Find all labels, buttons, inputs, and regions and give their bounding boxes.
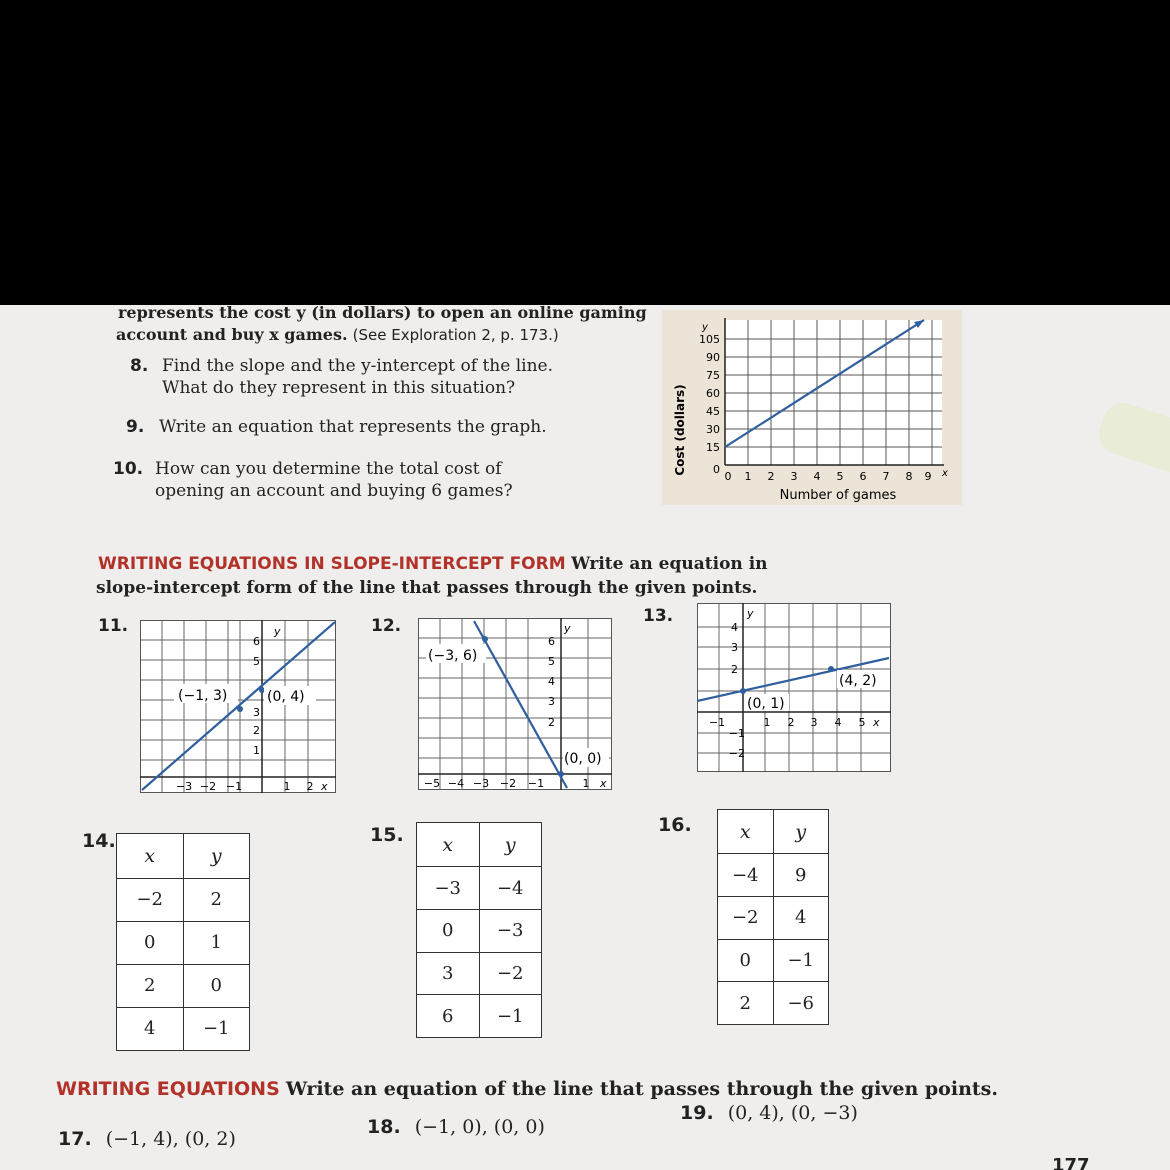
intro-ref: (See Exploration 2, p. 173.) — [352, 326, 559, 344]
x-tick: 1 — [744, 470, 752, 483]
question-8 — [130, 356, 553, 398]
y-tick: 60 — [706, 387, 720, 400]
y-tick: 2 — [253, 724, 260, 737]
table-cell: −1 — [773, 939, 829, 982]
y-tick: 5 — [253, 655, 260, 668]
section1-text2: slope-intercept form of the line that passes through the given points. — [96, 578, 758, 598]
table-cell: −3 — [479, 910, 542, 953]
cost-xlabel: Number of games — [779, 488, 897, 503]
point-label: (0, 4) — [267, 689, 305, 705]
table-cell: 1 — [183, 921, 250, 964]
textbook-page — [0, 305, 1170, 1170]
x-tick: 8 — [905, 470, 913, 483]
section1-text1: Write an equation in — [571, 554, 768, 574]
table-header-row — [417, 823, 542, 867]
problem-text: (−1, 4), (0, 2) — [105, 1128, 236, 1150]
y-tick: 15 — [706, 441, 720, 454]
x-tick: −4 — [447, 777, 465, 790]
table-14 — [116, 833, 250, 1051]
table-cell: 0 — [718, 939, 774, 982]
table-cell: −2 — [479, 952, 542, 995]
x-tick: −1 — [527, 777, 545, 790]
problem-text: (0, 4), (0, −3) — [727, 1102, 858, 1124]
x-tick: 5 — [858, 716, 866, 729]
cost-graph-panel — [662, 310, 962, 505]
table-16 — [717, 809, 829, 1025]
table-row — [718, 982, 829, 1025]
table-cell: −2 — [718, 897, 774, 940]
table-cell: −4 — [718, 854, 774, 897]
y-axis-letter: y — [747, 607, 754, 620]
point-label: (−3, 6) — [428, 648, 478, 664]
graph-12-number: 12. — [371, 616, 402, 636]
y-tick: 4 — [548, 675, 555, 688]
table-header-cell: y — [773, 810, 829, 854]
table-cell: −1 — [183, 1007, 250, 1050]
problem-number: 18. — [367, 1116, 401, 1138]
x-tick: −1 — [225, 780, 243, 793]
table-row — [417, 952, 542, 995]
x-tick: −2 — [199, 780, 217, 793]
y-tick: 45 — [706, 405, 720, 418]
x-tick: −3 — [175, 780, 193, 793]
x-tick: 4 — [834, 716, 842, 729]
page-number: 177 — [1052, 1155, 1090, 1170]
y-tick: 0 — [713, 463, 720, 476]
graph-13-number: 13. — [643, 606, 674, 626]
table-cell: 4 — [117, 1007, 184, 1050]
question-line: What do they represent in this situation? — [162, 378, 516, 398]
point-label: (−1, 3) — [178, 688, 228, 704]
question-line: How can you determine the total cost of — [155, 459, 502, 479]
y-tick: 2 — [731, 663, 738, 676]
y-tick: 30 — [706, 423, 720, 436]
x-tick: 1 — [582, 777, 590, 790]
table-header-cell: x — [417, 823, 480, 867]
y-tick: 3 — [253, 706, 260, 719]
x-axis-letter: x — [321, 780, 328, 793]
x-tick: 0 — [724, 470, 732, 483]
y-tick: 90 — [706, 351, 720, 364]
table-cell: 6 — [417, 995, 480, 1038]
table-15 — [416, 822, 542, 1038]
y-tick: 105 — [699, 333, 720, 346]
table-row — [417, 995, 542, 1038]
section1-heading: WRITING EQUATIONS IN SLOPE-INTERCEPT FORM — [98, 554, 566, 574]
question-line: Find the slope and the y-intercept of the line. — [162, 356, 553, 376]
question-9 — [126, 417, 547, 437]
problem-17 — [58, 1128, 236, 1150]
x-tick: 1 — [763, 716, 771, 729]
x-tick: 7 — [882, 470, 890, 483]
y-tick: 1 — [253, 744, 260, 757]
x-axis-letter: x — [942, 468, 948, 479]
table-cell: 4 — [773, 897, 829, 940]
y-axis-letter: y — [274, 625, 281, 638]
table-row — [117, 878, 250, 921]
y-tick: −2 — [728, 747, 745, 760]
y-axis-letter: y — [702, 322, 708, 333]
problem-number: 19. — [680, 1102, 714, 1124]
pen-image — [1094, 398, 1170, 472]
table-row — [417, 910, 542, 953]
y-tick: 6 — [548, 635, 555, 648]
y-tick: 5 — [548, 655, 555, 668]
x-tick: 2 — [306, 780, 314, 793]
section2-heading: WRITING EQUATIONS — [56, 1078, 280, 1100]
x-tick: 1 — [283, 780, 291, 793]
graph-13 — [697, 603, 891, 772]
x-tick: −3 — [472, 777, 490, 790]
problem-text: (−1, 0), (0, 0) — [414, 1116, 545, 1138]
table-cell: 9 — [773, 854, 829, 897]
point-label: (4, 2) — [839, 673, 877, 689]
point-label: (0, 0) — [564, 751, 602, 767]
table-header-cell: y — [183, 834, 250, 879]
question-10 — [113, 459, 513, 501]
intro-bold: account and buy x games. — [116, 325, 348, 344]
x-tick: −2 — [499, 777, 517, 790]
table-row — [117, 921, 250, 964]
graph-12 — [418, 618, 612, 790]
question-number: 8. — [130, 356, 149, 376]
y-tick: 6 — [253, 635, 260, 648]
table-header-cell: y — [479, 823, 542, 867]
y-tick: −1 — [728, 727, 745, 740]
table-cell: 2 — [183, 878, 250, 921]
section2-text: Write an equation of the line that passes through the given points. — [285, 1078, 998, 1100]
table-cell: −1 — [479, 995, 542, 1038]
question-line: opening an account and buying 6 games? — [155, 481, 513, 501]
graph-11 — [140, 620, 336, 793]
table-row — [718, 854, 829, 897]
table-header-row — [117, 834, 250, 879]
x-tick: 3 — [790, 470, 798, 483]
table-cell: −4 — [479, 867, 542, 910]
table-header-cell: x — [718, 810, 774, 854]
table-cell: 0 — [183, 964, 250, 1007]
problem-19 — [680, 1102, 858, 1124]
y-tick: 4 — [731, 621, 738, 634]
table-row — [417, 867, 542, 910]
intro-line-1: represents the cost y (in dollars) to open an online gaming — [118, 305, 647, 322]
point-label: (0, 1) — [747, 696, 785, 712]
y-tick: 75 — [706, 369, 720, 382]
table-cell: 0 — [117, 921, 184, 964]
cost-ylabel: Cost (dollars) — [673, 384, 687, 476]
graph-11-number: 11. — [98, 616, 129, 636]
section2-heading-line — [56, 1078, 998, 1100]
problem-18 — [367, 1116, 545, 1138]
x-axis-letter: x — [873, 716, 880, 729]
table-16-number: 16. — [658, 814, 692, 836]
x-tick: 2 — [787, 716, 795, 729]
table-row — [117, 1007, 250, 1050]
table-row — [718, 897, 829, 940]
x-tick: −5 — [423, 777, 441, 790]
table-cell: 2 — [718, 982, 774, 1025]
x-tick: 2 — [767, 470, 775, 483]
x-tick: 9 — [924, 470, 932, 483]
section1-heading-line — [98, 554, 768, 574]
table-cell: −6 — [773, 982, 829, 1025]
table-cell: 0 — [417, 910, 480, 953]
table-cell: −2 — [117, 878, 184, 921]
y-tick: 2 — [548, 716, 555, 729]
x-tick: 5 — [836, 470, 844, 483]
x-axis-letter: x — [600, 777, 607, 790]
table-cell: 2 — [117, 964, 184, 1007]
x-tick: 3 — [810, 716, 818, 729]
x-tick: 4 — [813, 470, 821, 483]
table-row — [117, 964, 250, 1007]
table-header-row — [718, 810, 829, 854]
intro-line-2 — [116, 325, 559, 344]
y-tick: 3 — [731, 641, 738, 654]
table-row — [718, 939, 829, 982]
x-tick: −1 — [708, 716, 726, 729]
table-header-cell: x — [117, 834, 184, 879]
table-14-number: 14. — [82, 830, 116, 852]
table-cell: 3 — [417, 952, 480, 995]
x-tick: 6 — [859, 470, 867, 483]
problem-number: 17. — [58, 1128, 92, 1150]
cost-graph — [662, 310, 962, 505]
y-tick: 3 — [548, 695, 555, 708]
question-number: 9. — [126, 417, 145, 437]
question-number: 10. — [113, 459, 144, 479]
table-cell: −3 — [417, 867, 480, 910]
y-axis-letter: y — [564, 622, 571, 635]
table-15-number: 15. — [370, 824, 404, 846]
question-line: Write an equation that represents the graph. — [159, 417, 547, 437]
